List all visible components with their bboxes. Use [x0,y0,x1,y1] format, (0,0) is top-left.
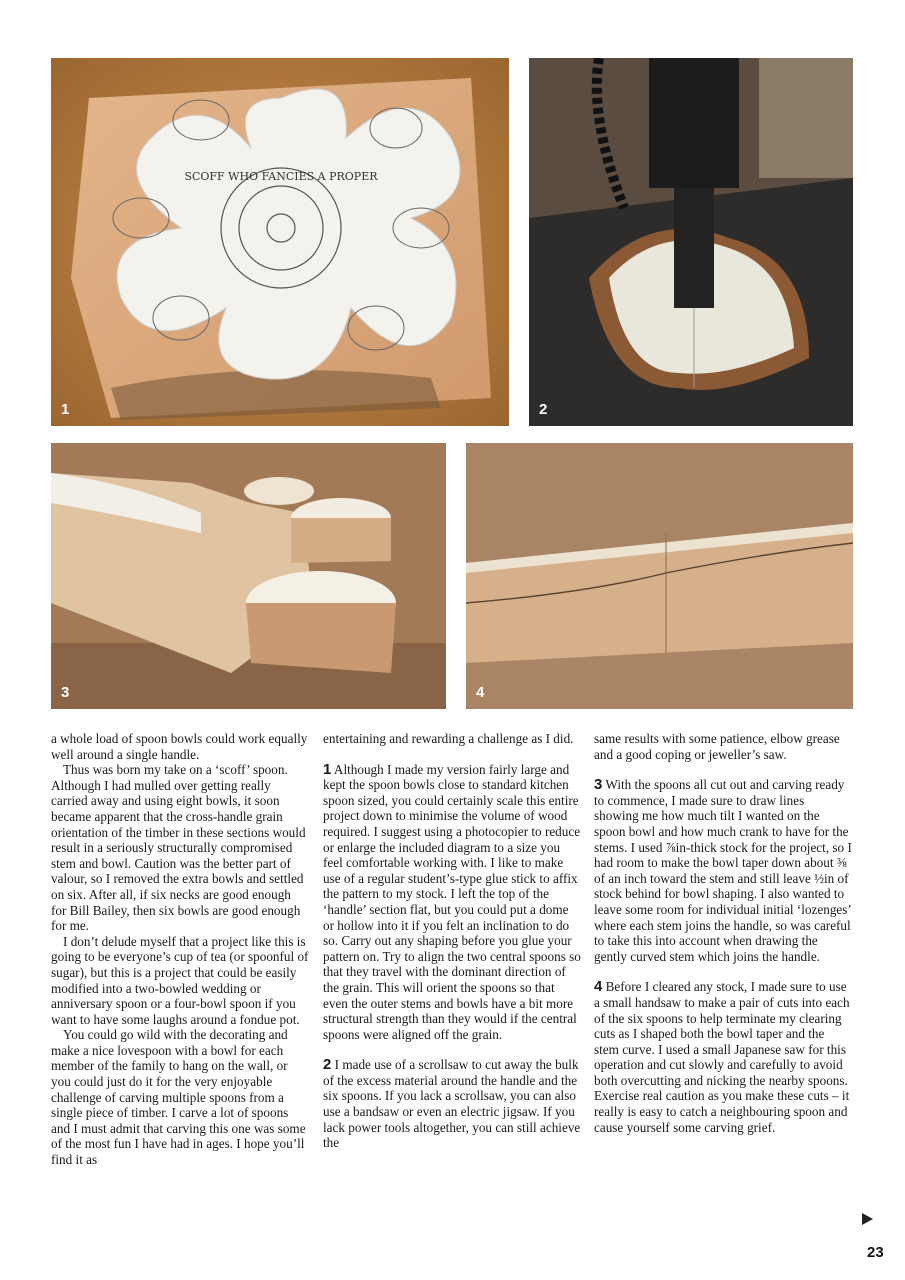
step-text: Although I made my version fairly large and kept the spoon bowls close to standard kitchen spoon sized, you could certainly scale this entire project down to minimise the volume of wood required. I suggest using a photocopier to reduce or enlarge the included diagram to a size you feel comfortable working with. I like to make use of a regular student’s-type glue stick to affix the pattern to my stock. I left the top of the ‘handle’ section flat, but you could put a dome or hollow into it if you felt an inclination to do so. Carry out any shaping before you glue your pattern on. Try to align the two central spoons so that they travel with the dominant direction of the grain. This will orient the spoons so that even the outer stems and bowls have a bit more structural strength than they would if the central spoons were aligned off the grain. [323,761,581,1042]
text-column-2 [323,731,581,1151]
step-4 [594,979,852,1135]
photo-4-stem-closeup [466,443,853,709]
paragraph: You could go wild with the decorating and make a nice lovespoon with a bowl for each member of the family to hang on the wall, or you could just do it for the very enjoyable challenge of carving multiple spoons from a single piece of timber. I carve a lot of spoons and I must admit that carving this one was some of the most fun I have had in ages. I hope you’ll find it as [51,1027,306,1168]
paragraph: I don’t delude myself that a project like this is going to be everyone’s cup of tea (or spoonful of sugar), but this is a project that could be easily modified into a two-bowled wedding or anniversary spoon or a four-bowl spoon if you want to have some laughs around a fondue pot. [51,933,309,1027]
text-column-3 [594,731,852,1135]
step-number: 2 [323,1056,332,1074]
photo-3-number: 3 [61,684,70,701]
photo-1-pattern-on-timber [51,58,509,426]
photo-2-image [529,58,853,426]
step-2 [323,1057,581,1151]
paragraph: Thus was born my take on a ‘scoff’ spoon. Although I had mulled over getting really carried away and using eight bowls, it soon became apparent that the cross-handle grain orientation of the timber in these sections would result in a seriously structurally compromised stem and bowl. Caution was the better part of valour, so I removed the extra bowls and settled on six. After all, if six necks are good enough for Bill Bailey, then six bowls are good enough for me. [51,762,306,934]
page-number: 23 [867,1244,884,1261]
paragraph: same results with some patience, elbow grease and a good coping or jeweller’s saw. [594,731,840,762]
step-number: 1 [323,760,332,778]
step-text: I made use of a scrollsaw to cut away the bulk of the excess material around the handle and the six spoons. If you lack a scrollsaw, you can also use a bandsaw or even an electric jigsaw. If you lack power tools altogether, you can still achieve the [323,1057,581,1151]
paragraph: entertaining and rewarding a challenge as I did. [323,731,574,746]
step-number: 3 [594,776,603,794]
pattern-lettering: SCOFF WHO FANCIES A PROPER [184,170,378,183]
photo-3-spoon-bowls [51,443,446,709]
photo-4-image [466,443,853,709]
step-number: 4 [594,978,603,996]
paragraph: a whole load of spoon bowls could work equally well around a single handle. [51,731,308,762]
text-column-1 [51,731,309,1168]
photo-1-number: 1 [61,401,70,418]
photo-2-scrollsaw [529,58,853,426]
step-text: With the spoons all cut out and carving ready to commence, I made sure to draw lines showing me how much tilt I wanted on the spoon bowl and how much crank to have for the stems. I used ⅞in-thick stock for the project, so I had room to make the bowl taper down about ⅜ of an inch toward the stem and still leave ½in of stock behind for bowl shaping. I also wanted to leave some room for individual initial ‘lozenges’ where each stem joins the handle, so was careful to take this into account when drawing the gently curved stem which joins the handle. [594,777,852,964]
photo-3-image [51,443,446,709]
step-3 [594,777,852,964]
photo-4-number: 4 [476,684,485,701]
continue-arrow-icon [862,1213,873,1225]
photo-1-image [51,58,509,426]
step-1 [323,762,581,1043]
step-text: Before I cleared any stock, I made sure to use a small handsaw to make a pair of cuts into each of the six spoons to help terminate my clearing cuts as I shaped both the bowl taper and the stem curve. I used a small Japanese saw for this operation and cut slowly and carefully to avoid both overcutting and nicking the nearby spoons. Exercise real caution as you make these cuts – it really is easy to catch a neighbouring spoon and cause yourself some carving grief. [594,979,850,1135]
photo-2-number: 2 [539,401,548,418]
